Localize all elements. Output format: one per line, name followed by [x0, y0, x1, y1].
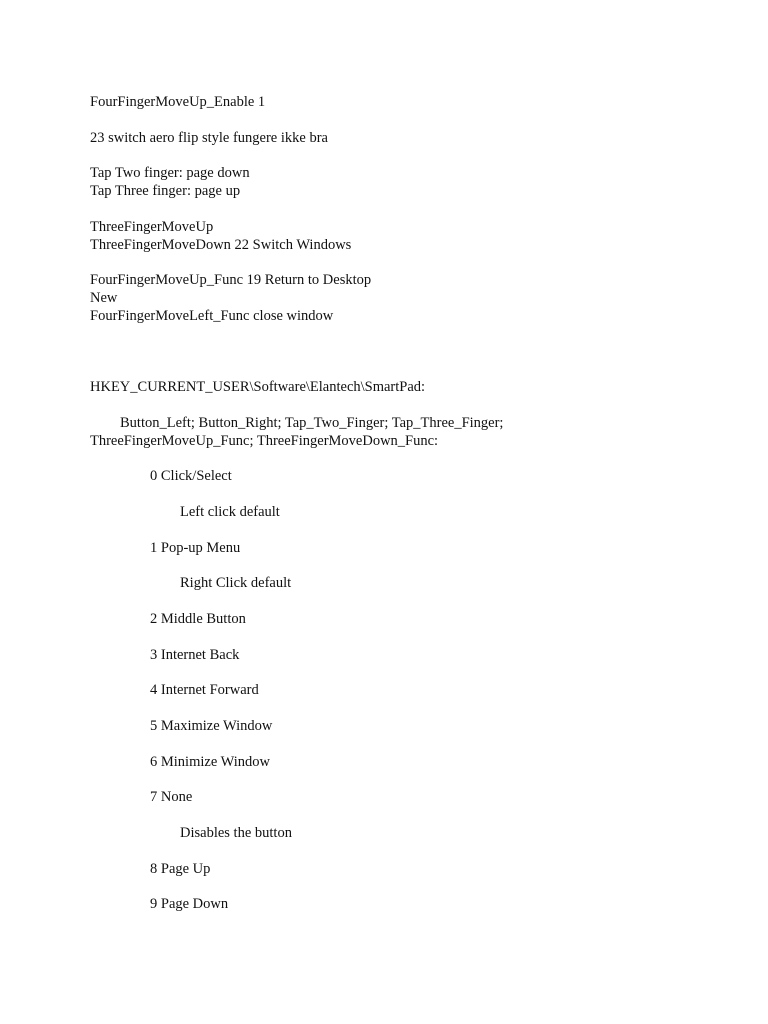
option-item: 7 None	[150, 789, 193, 805]
option-item: 0 Click/Select	[150, 468, 232, 484]
registry-settings-line-2: ThreeFingerMoveUp_Func; ThreeFingerMoveDown_Func:	[90, 433, 439, 449]
note-four-finger-move-left-func: FourFingerMoveLeft_Func close window	[90, 308, 334, 324]
registry-settings-line-1: Button_Left; Button_Right; Tap_Two_Finger; Tap_Three_Finger;	[120, 415, 504, 431]
option-item: 8 Page Up	[150, 861, 211, 877]
option-note: Left click default	[180, 504, 280, 520]
option-note: Right Click default	[180, 575, 292, 591]
option-item: 9 Page Down	[150, 896, 229, 912]
note-new: New	[90, 290, 118, 306]
option-item: 6 Minimize Window	[150, 754, 270, 770]
note-aero-flip: 23 switch aero flip style fungere ikke bra	[90, 130, 328, 146]
option-item: 1 Pop-up Menu	[150, 540, 241, 556]
note-four-finger-move-up-func: FourFingerMoveUp_Func 19 Return to Desktop	[90, 272, 372, 288]
note-three-finger-move-up: ThreeFingerMoveUp	[90, 219, 214, 235]
note-tap-two-finger: Tap Two finger: page down	[90, 165, 250, 181]
option-item: 5 Maximize Window	[150, 718, 273, 734]
option-item: 3 Internet Back	[150, 647, 240, 663]
note-three-finger-move-down: ThreeFingerMoveDown 22 Switch Windows	[90, 237, 352, 253]
option-item: 2 Middle Button	[150, 611, 246, 627]
registry-key-path: HKEY_CURRENT_USER\Software\Elantech\SmartPad:	[90, 379, 426, 395]
note-tap-three-finger: Tap Three finger: page up	[90, 183, 241, 199]
option-item: 4 Internet Forward	[150, 682, 259, 698]
note-four-finger-enable: FourFingerMoveUp_Enable 1	[90, 94, 266, 110]
option-note: Disables the button	[180, 825, 292, 841]
